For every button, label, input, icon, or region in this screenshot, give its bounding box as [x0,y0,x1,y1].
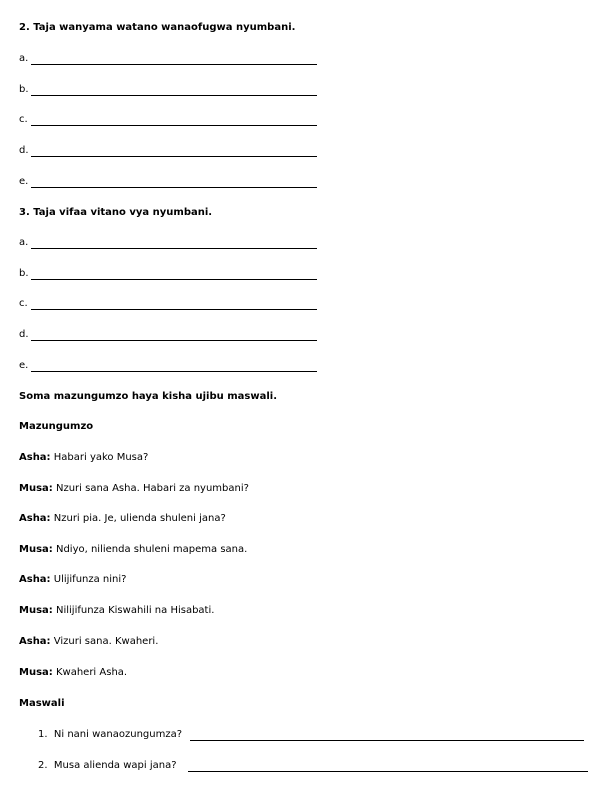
section-3-title: 3. Taja vifaa vitano vya nyumbani. [19,207,213,218]
dialogue-text: Ulijifunza nini? [53,574,127,585]
dialogue-title: Mazungumzo [19,421,94,432]
answer-blank[interactable] [188,771,588,772]
answer-blank[interactable] [31,340,317,341]
dialogue-text: Nzuri sana Asha. Habari za nyumbani? [55,483,249,494]
questions-title: Maswali [19,698,65,709]
answer-line-2b[interactable] [19,84,319,98]
dialogue-text: Ndiyo, nilienda shuleni mapema sana. [55,544,248,555]
question-number: 2. [38,760,48,771]
answer-label: d. [19,329,29,340]
answer-label: e. [19,176,29,187]
reading-instruction: Soma mazungumzo haya kisha ujibu maswali. [19,391,277,402]
answer-blank[interactable] [31,248,317,249]
answer-line-3c[interactable] [19,298,319,312]
speaker-name: Asha: [19,452,51,463]
dialogue-text: Nilijifunza Kiswahili na Hisabati. [55,605,215,616]
speaker-name: Asha: [19,513,51,524]
speaker-name: Musa: [19,667,53,678]
answer-blank[interactable] [31,95,317,96]
answer-blank[interactable] [31,309,317,310]
question-item[interactable] [38,760,588,774]
dialogue-text: Kwaheri Asha. [55,667,128,678]
dialogue-line [19,605,214,617]
answer-label: b. [19,84,29,95]
answer-line-3b[interactable] [19,268,319,282]
answer-blank[interactable] [31,156,317,157]
question-item[interactable] [38,729,584,743]
question-label: Ni nani wanaozungumza? [53,729,183,740]
answer-label: a. [19,237,29,248]
dialogue-line [19,636,158,648]
speaker-name: Asha: [19,574,51,585]
question-text [38,760,177,772]
answer-blank[interactable] [31,64,317,65]
speaker-name: Musa: [19,544,53,555]
answer-blank[interactable] [31,371,317,372]
answer-label: c. [19,298,28,309]
answer-line-2c[interactable] [19,114,319,128]
answer-blank[interactable] [31,279,317,280]
answer-label: d. [19,145,29,156]
answer-label: a. [19,53,29,64]
question-text [38,729,182,741]
answer-line-3a[interactable] [19,237,319,251]
dialogue-line [19,452,148,464]
answer-line-2e[interactable] [19,176,319,190]
dialogue-text: Nzuri pia. Je, ulienda shuleni jana? [53,513,226,524]
speaker-name: Asha: [19,636,51,647]
answer-label: e. [19,360,29,371]
answer-line-2a[interactable] [19,53,319,67]
answer-line-3d[interactable] [19,329,319,343]
dialogue-line [19,544,247,556]
dialogue-line [19,574,126,586]
speaker-name: Musa: [19,605,53,616]
answer-label: b. [19,268,29,279]
question-label: Musa alienda wapi jana? [53,760,177,771]
answer-blank[interactable] [31,125,317,126]
section-2-title: 2. Taja wanyama watano wanaofugwa nyumbani. [19,22,296,33]
question-number: 1. [38,729,48,740]
answer-blank[interactable] [31,187,317,188]
answer-label: c. [19,114,28,125]
dialogue-text: Habari yako Musa? [53,452,149,463]
dialogue-line [19,513,226,525]
dialogue-text: Vizuri sana. Kwaheri. [53,636,159,647]
answer-line-2d[interactable] [19,145,319,159]
speaker-name: Musa: [19,483,53,494]
answer-blank[interactable] [190,740,584,741]
dialogue-line [19,483,249,495]
dialogue-line [19,667,127,679]
answer-line-3e[interactable] [19,360,319,374]
